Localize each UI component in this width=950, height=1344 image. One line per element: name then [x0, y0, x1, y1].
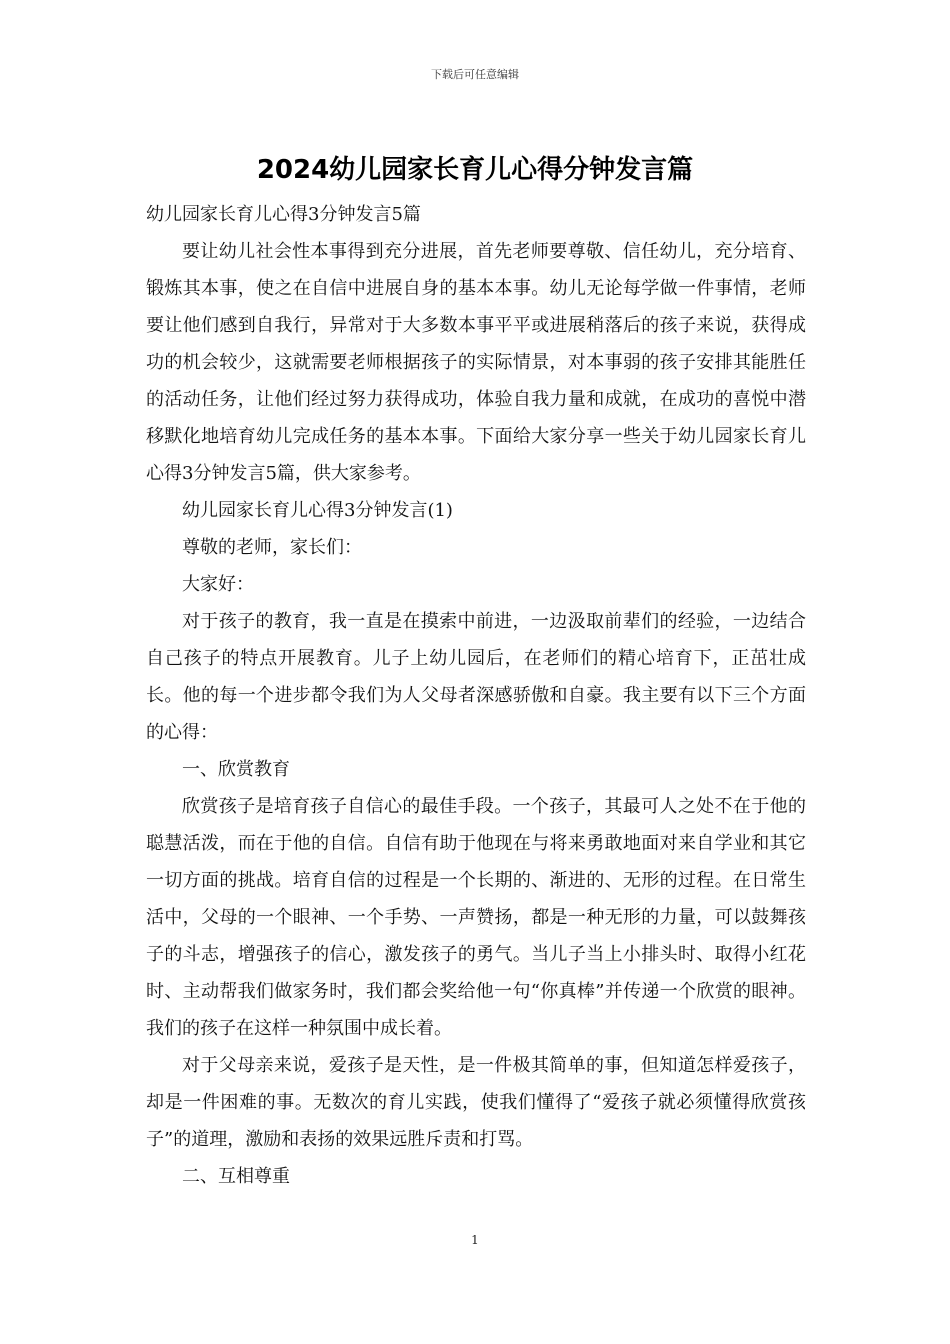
- heading-appreciation-education: 一、欣赏教育: [182, 759, 290, 780]
- paragraph-intro: 要让幼儿社会性本事得到充分进展，首先老师要尊敬、信任幼儿，充分培育、锻炼其本事，使之在自信中进展自身的基本本事。幼儿无论每学做一件事情，老师要让他们感到自我行，异常对于大多数本事平平或进展稍落后的孩子来说，获得成功的机会较少，这就需要老师根据孩子的实际情景，对本事弱的孩子安排其能胜任的活动任务，让他们经过努力获得成功，体验自我力量和成就，在成功的喜悦中潜移默化地培育幼儿完成任务的基本本事。下面给大家分享一些关于幼儿园家长育儿心得3分钟发言5篇，供大家参考。: [146, 241, 806, 484]
- heading-mutual-respect: 二、互相尊重: [182, 1166, 290, 1187]
- document-body: [146, 196, 806, 1195]
- section-heading-speech-1: 幼儿园家长育儿心得3分钟发言(1): [182, 500, 453, 521]
- header-note: 下载后可任意编辑: [431, 68, 519, 81]
- paragraph-love-children: 对于父母亲来说，爱孩子是天性，是一件极其简单的事，但知道怎样爱孩子，却是一件困难的事。无数次的育儿实践，使我们懂得了“爱孩子就必须懂得欣赏孩子”的道理，激励和表扬的效果远胜斥责和打骂。: [146, 1055, 806, 1150]
- greeting: 大家好：: [182, 574, 254, 595]
- salutation: 尊敬的老师，家长们：: [182, 537, 362, 558]
- page-number: 1: [471, 1233, 479, 1247]
- paragraph-education: 对于孩子的教育，我一直是在摸索中前进，一边汲取前辈们的经验，一边结合自己孩子的特点开展教育。儿子上幼儿园后，在老师们的精心培育下，正茁壮成长。他的每一个进步都令我们为人父母者深感骄傲和自豪。我主要有以下三个方面的心得：: [146, 611, 806, 743]
- paragraph-appreciation: 欣赏孩子是培育孩子自信心的最佳手段。一个孩子，其最可人之处不在于他的聪慧活泼，而在于他的自信。自信有助于他现在与将来勇敢地面对来自学业和其它一切方面的挑战。培育自信的过程是一个长期的、渐进的、无形的过程。在日常生活中，父母的一个眼神、一个手势、一声赞扬，都是一种无形的力量，可以鼓舞孩子的斗志，增强孩子的信心，激发孩子的勇气。当儿子当上小排头时、取得小红花时、主动帮我们做家务时，我们都会奖给他一句“你真棒”并传递一个欣赏的眼神。我们的孩子在这样一种氛围中成长着。: [146, 796, 806, 1039]
- document-subtitle: 幼儿园家长育儿心得3分钟发言5篇: [146, 204, 421, 225]
- document-title: 2024幼儿园家长育儿心得分钟发言篇: [256, 155, 694, 185]
